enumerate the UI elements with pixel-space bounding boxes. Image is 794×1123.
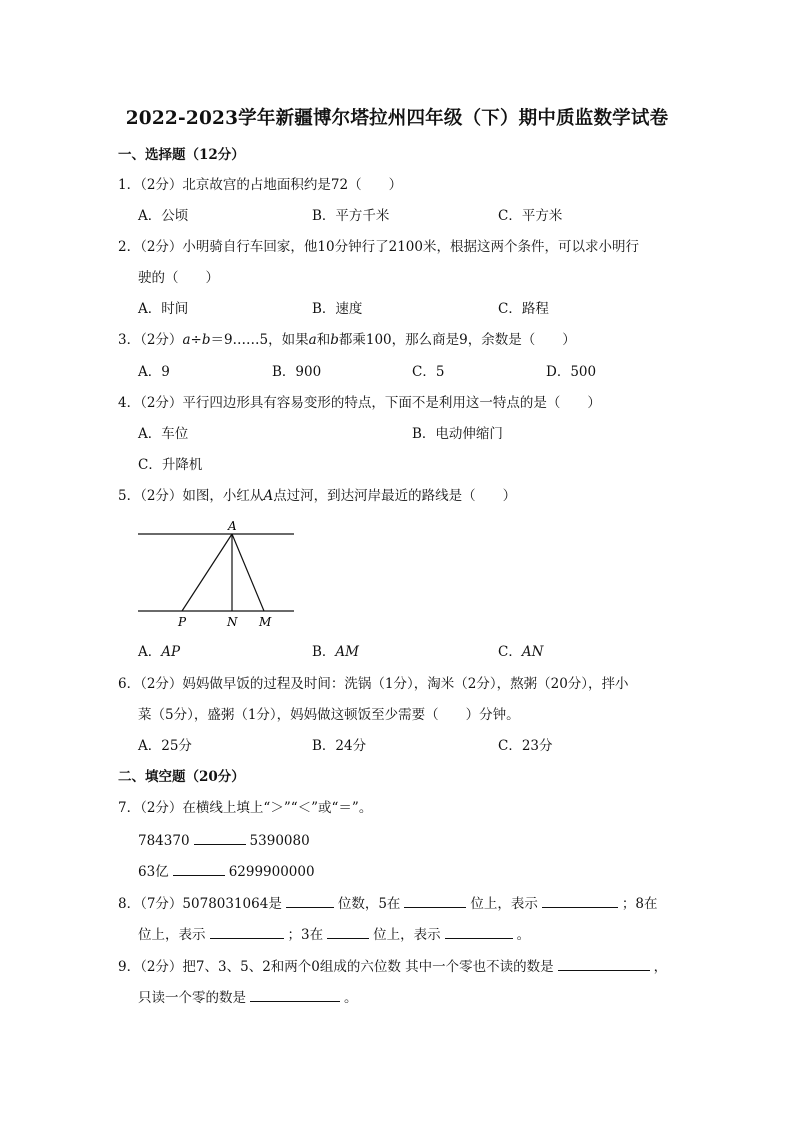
question-2-option-a: A．时间 <box>138 301 189 317</box>
question-4-option-c: C．升降机 <box>138 457 203 473</box>
question-3-option-a: A．9 <box>138 364 170 380</box>
question-7-row-2 <box>138 860 315 882</box>
segment-ap <box>182 534 232 611</box>
question-3-and: 和 <box>316 332 331 348</box>
question-1-stem: 1．（2分）北京故宫的占地面积约是72（ ） <box>118 177 403 193</box>
question-9-text: ， <box>653 959 668 975</box>
option-letter: C． <box>498 644 522 660</box>
answer-blank[interactable] <box>173 860 225 876</box>
question-2-option-c: C．路程 <box>498 301 549 317</box>
question-3-prefix: 3．（2分） <box>118 332 183 348</box>
label-m: M <box>259 615 272 629</box>
question-4-option-a: A．车位 <box>138 426 189 442</box>
segment-am <box>232 534 264 611</box>
question-6-stem-line1: 6．（2分）妈妈做早饭的过程及时间：洗锅（1分），淘米（2分），熬粥（20分），拌小 <box>118 676 629 692</box>
question-7-row-1 <box>138 829 310 851</box>
question-3-option-c: C．5 <box>412 364 445 380</box>
question-4-stem: 4．（2分）平行四边形具有容易变形的特点，下面不是利用这一特点的是（ ） <box>118 395 601 411</box>
question-9-line1 <box>118 955 667 977</box>
question-8-text: ；8在 <box>621 896 658 912</box>
question-6-option-a: A．25分 <box>138 738 192 754</box>
question-8-line1 <box>118 892 658 914</box>
answer-blank[interactable] <box>327 923 369 939</box>
answer-blank[interactable] <box>542 892 618 908</box>
question-6-stem-line2: 菜（5分），盛粥（1分），妈妈做这顿饭至少需要（ ）分钟。 <box>138 707 520 723</box>
question-7-stem: 7．（2分）在横线上填上“＞”“＜”或“＝”。 <box>118 800 373 816</box>
answer-blank[interactable] <box>250 986 340 1002</box>
question-8-text: ；3在 <box>287 927 324 943</box>
question-8-text: 位数，5在 <box>337 896 401 912</box>
river-crossing-figure <box>134 516 300 632</box>
question-9-text: 只读一个零的数是 <box>138 990 246 1006</box>
question-3-option-d: D．500 <box>546 364 597 380</box>
answer-blank[interactable] <box>210 923 284 939</box>
question-3-stem <box>118 330 576 350</box>
question-9-text: 。 <box>344 990 358 1006</box>
answer-blank[interactable] <box>286 892 334 908</box>
variable-a: a <box>182 332 191 348</box>
answer-blank[interactable] <box>404 892 466 908</box>
compare-left-2: 63亿 <box>138 864 169 880</box>
question-1-option-b: B．平方千米 <box>312 208 390 224</box>
question-5-option-b <box>312 642 359 662</box>
question-5-option-a <box>138 642 180 662</box>
option-value: AP <box>161 644 181 660</box>
question-8-text: 位上，表示 <box>138 927 206 943</box>
question-5-tail: 点过河，到达河岸最近的路线是（ ） <box>273 488 517 504</box>
division-sign: ÷ <box>190 332 202 348</box>
question-1-option-c: C．平方米 <box>498 208 563 224</box>
label-a: A <box>228 519 237 533</box>
question-5-prefix: 5．（2分）如图，小红从 <box>118 488 264 504</box>
question-5-stem <box>118 486 516 506</box>
question-3-tail: 都乘100，那么商是9，余数是（ ） <box>338 332 576 348</box>
section-heading-choice: 一、选择题（12分） <box>118 147 245 163</box>
question-8-line2 <box>138 923 530 945</box>
option-value: AM <box>335 644 359 660</box>
question-1-option-a: A．公顷 <box>138 208 189 224</box>
question-8-text: 位上，表示 <box>373 927 441 943</box>
label-p: P <box>178 615 187 629</box>
question-3-rest: ＝9……5，如果 <box>210 332 309 348</box>
option-letter: A． <box>138 644 162 660</box>
question-8-text: 8．（7分）5078031064是 <box>118 896 282 912</box>
question-3-option-b: B．900 <box>272 364 322 380</box>
compare-left-1: 784370 <box>138 833 190 849</box>
question-2-stem-line1: 2．（2分）小明骑自行车回家，他10分钟行了2100米，根据这两个条件，可以求小明行 <box>118 239 639 255</box>
option-value: AN <box>521 644 544 660</box>
question-4-option-b: B．电动伸缩门 <box>412 426 503 442</box>
question-8-text: 位上，表示 <box>470 896 538 912</box>
page-title: 2022-2023学年新疆博尔塔拉州四年级（下）期中质监数学试卷 <box>125 108 669 129</box>
question-6-option-c: C．23分 <box>498 738 553 754</box>
question-5-option-c <box>498 642 543 662</box>
question-9-line2 <box>138 986 358 1008</box>
question-2-option-b: B．速度 <box>312 301 363 317</box>
question-6-option-b: B．24分 <box>312 738 367 754</box>
compare-right-2: 6299900000 <box>228 864 315 880</box>
label-n: N <box>227 615 238 629</box>
question-9-text: 9．（2分）把7、3、5、2和两个0组成的六位数 其中一个零也不读的数是 <box>118 959 554 975</box>
section-heading-fill: 二、填空题（20分） <box>118 769 245 785</box>
answer-blank[interactable] <box>194 829 246 845</box>
variable-a-2: a <box>308 332 317 348</box>
variable-b: b <box>201 332 211 348</box>
question-2-stem-line2: 驶的（ ） <box>138 270 219 286</box>
answer-blank[interactable] <box>558 955 650 971</box>
point-a-label: A <box>263 488 274 504</box>
answer-blank[interactable] <box>445 923 513 939</box>
compare-right-1: 5390080 <box>249 833 310 849</box>
variable-b-2: b <box>330 332 339 348</box>
option-letter: B． <box>312 644 336 660</box>
question-8-text: 。 <box>516 927 531 943</box>
